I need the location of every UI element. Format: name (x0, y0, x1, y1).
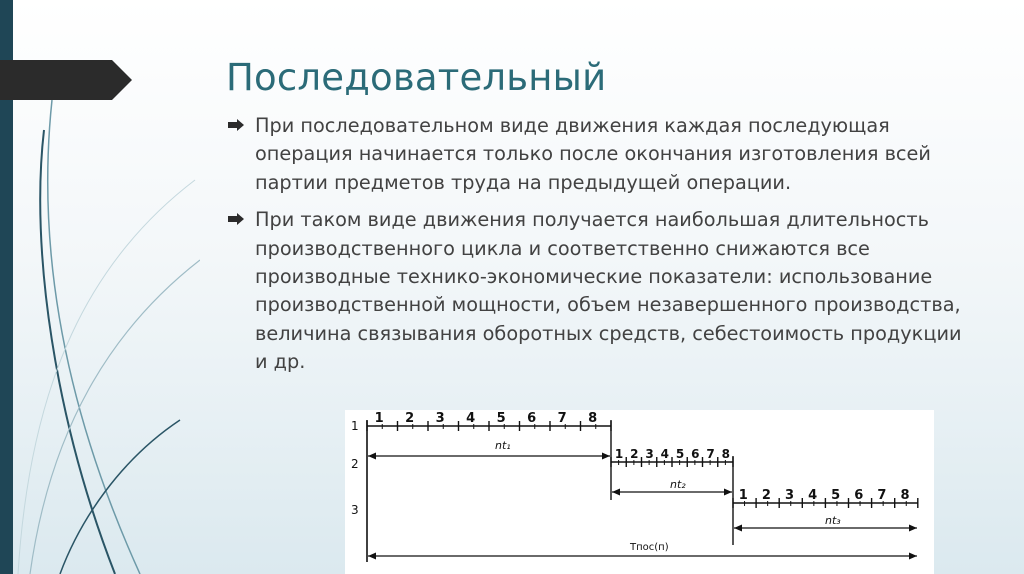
unit-number-label: 2 (761, 488, 771, 503)
row-1-span-arrow-head-right (602, 453, 610, 460)
row-1-span-arrow-head-left (368, 453, 376, 460)
unit-number-label: 1 (374, 411, 384, 426)
row-2-span-arrow-head-right (724, 489, 732, 496)
unit-number-label: 2 (630, 447, 639, 461)
unit-number-label: 4 (466, 411, 476, 426)
bullet-list (228, 112, 973, 386)
arrow-bullet-icon (228, 119, 244, 131)
unit-number-label: 4 (808, 488, 818, 503)
unit-number-label: 1 (738, 488, 748, 503)
span-label: nt₃ (825, 514, 841, 527)
total-cycle-arrow-head-right (909, 553, 917, 560)
unit-number-label: 4 (660, 447, 669, 461)
unit-number-label: 2 (405, 411, 415, 426)
arrow-bullet-icon (228, 213, 244, 225)
operation-number-label: 3 (351, 503, 359, 517)
total-cycle-label: Tпос(п) (630, 542, 669, 553)
unit-number-label: 7 (706, 447, 715, 461)
unit-number-label: 3 (435, 411, 445, 426)
row-2-span-arrow-head-left (612, 489, 620, 496)
row-3-span-arrow-head-left (734, 525, 742, 532)
unit-number-label: 6 (691, 447, 700, 461)
unit-number-label: 1 (614, 447, 624, 461)
unit-number-label: 8 (588, 411, 598, 426)
unit-number-label: 8 (900, 488, 910, 503)
unit-number-label: 5 (496, 411, 506, 426)
unit-number-label: 6 (854, 488, 864, 503)
unit-number-label: 3 (645, 447, 654, 461)
unit-number-label: 3 (784, 488, 795, 503)
unit-number-label: 7 (557, 411, 567, 426)
span-label: nt₂ (670, 478, 686, 491)
unit-number-label: 5 (675, 447, 685, 461)
unit-number-label: 6 (527, 411, 537, 426)
bullet-item (228, 112, 973, 197)
bullet-item (228, 206, 973, 376)
bullet-text: При таком виде движения получается наибольшая длительность производственного цикла и соответственно снижаются все производные технико-экономические показатели: использование производственной мощности, объем незавершенного производства, величина связывания оборотных средств, себестоимость продукции и др. (255, 208, 962, 374)
unit-number-label: 5 (831, 488, 841, 503)
total-cycle-arrow-head-left (368, 553, 376, 560)
span-label: nt₁ (495, 439, 511, 452)
slide-title: Последовательный (226, 56, 607, 99)
operation-number-label: 1 (351, 419, 359, 433)
sequential-schedule-diagram (345, 410, 934, 574)
title-tab-arrow (0, 60, 132, 100)
bullet-text: При последовательном виде движения каждая последующая операция начинается только после окончания изготовления всей партии предметов труда на предыдущей операции. (255, 114, 931, 194)
unit-number-label: 8 (721, 447, 730, 461)
unit-number-label: 7 (877, 488, 887, 503)
operation-number-label: 2 (351, 457, 359, 471)
row-3-span-arrow-head-right (909, 525, 917, 532)
schedule-svg (345, 410, 934, 574)
